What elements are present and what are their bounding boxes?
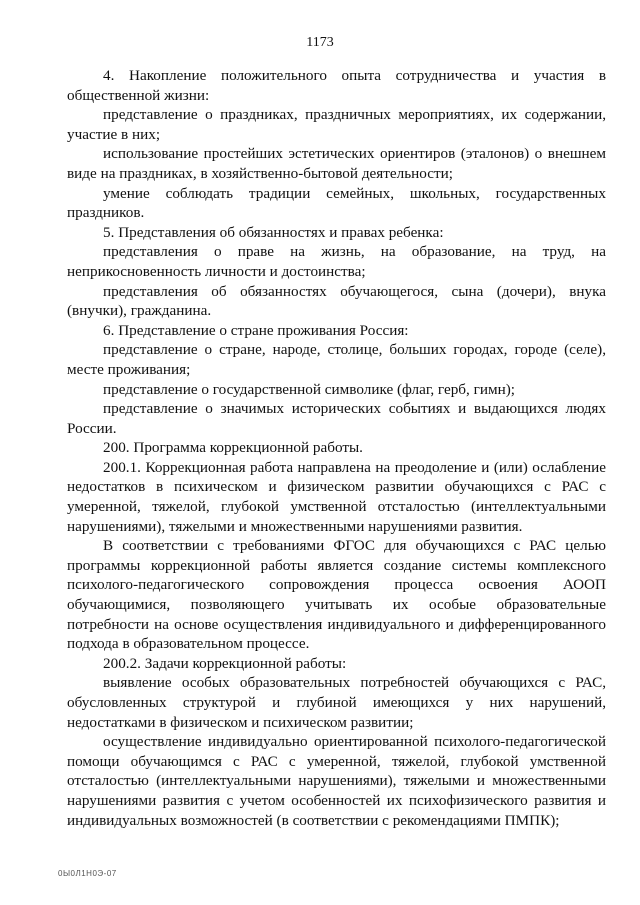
body-text (67, 66, 606, 830)
paragraph: В соответствии с требованиями ФГОС для обучающихся с РАС целью программы коррекционной работы является создание системы комплексного психолого-педагогического сопровождения процесса освоения АООП обучающимися, позволяющего учитывать их особые образовательные потребности на основе осуществления индивидуального и дифференцированного подхода в образовательном процессе. (67, 537, 606, 653)
paragraph: представление о государственной символике (флаг, герб, гимн); (103, 380, 515, 398)
paragraph: представление о праздниках, праздничных мероприятиях, их содержании, участие в них; (67, 106, 606, 143)
paragraph: 200.1. Коррекционная работа направлена на преодоление и (или) ослабление недостатков в психическом и физическом развитии обучающихся с РАС с умеренной, тяжелой, глубокой умственной отсталостью (интеллектуальными нарушениями), тяжелыми и множественными нарушениями развития. (67, 458, 606, 535)
page-number: 1173 (306, 35, 334, 50)
section-heading: 200. Программа коррекционной работы. (103, 439, 363, 457)
paragraph: осуществление индивидуально ориентированной психолого-педагогической помощи обучающимся с РАС с умеренной, тяжелой, глубокой умственной отсталостью (интеллектуальными нарушениями), тяжелыми и множественными нарушениями развития с учетом особенностей их психофизического развития и индивидуальных возможностей (в соответствии с рекомендациями ПМПК); (67, 733, 606, 829)
paragraph: использование простейших эстетических ориентиров (эталонов) о внешнем виде на праздниках, в хозяйственно-бытовой деятельности; (67, 145, 606, 182)
paragraph: представление о стране, народе, столице, больших городах, городе (селе), месте проживания; (67, 341, 606, 378)
paragraph: представления об обязанностях обучающегося, сына (дочери), внука (внучки), гражданина. (67, 282, 606, 320)
paragraph: представление о значимых исторических событиях и выдающихся людях России. (67, 400, 606, 437)
paragraph: 5. Представления об обязанностях и правах ребенка: (103, 223, 444, 241)
paragraph: 200.2. Задачи коррекционной работы: (103, 654, 347, 672)
paragraph: 6. Представление о стране проживания Россия: (103, 321, 409, 339)
paragraph: представления о праве на жизнь, на образование, на труд, на неприкосновенность личности и достоинства; (67, 243, 606, 280)
paragraph: 4. Накопление положительного опыта сотрудничества и участия в общественной жизни: (67, 67, 606, 104)
paragraph: умение соблюдать традиции семейных, школьных, государственных праздников. (67, 184, 606, 222)
paragraph: выявление особых образовательных потребностей обучающихся с РАС, обусловленных структурой и глубиной имеющихся у них нарушений, недостатками в физическом и психическом развитии; (67, 674, 606, 731)
footer-code: 0Ы0Л1Н0Э-07 (58, 869, 117, 878)
